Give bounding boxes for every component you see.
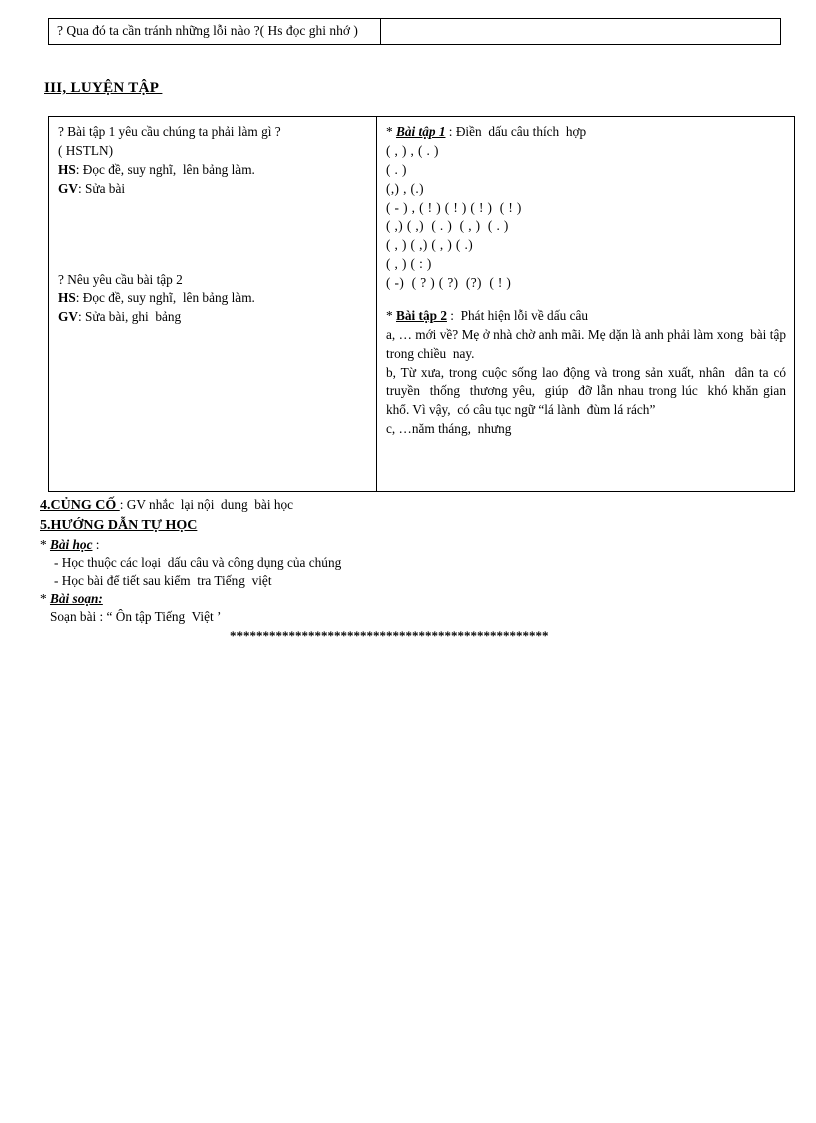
cungco-label: 4.CỦNG CỐ	[40, 498, 120, 513]
exercise2-question: ? Nêu yêu cầu bài tập 2	[58, 271, 183, 287]
baihoc-heading-line	[40, 536, 780, 554]
hs-label: HS	[58, 290, 76, 306]
answer-line: ( , ) ( ,) ( , ) ( .)	[386, 237, 474, 253]
closing-section	[40, 496, 780, 645]
top-table-left-cell	[49, 19, 381, 45]
exercise1-teacher-block	[58, 123, 368, 199]
baihoc-item: - Học thuộc các loại dấu câu và công dụng của chúng	[54, 554, 342, 570]
exercise2-content-block	[386, 307, 790, 439]
top-table-right-cell	[381, 19, 781, 45]
exercise1-content-block	[386, 123, 786, 293]
baihoc-item: - Học bài để tiết sau kiểm tra Tiếng việt	[54, 572, 272, 588]
cungco-line	[40, 496, 780, 516]
hs-text: : Đọc đề, suy nghĩ, lên bảng làm.	[75, 161, 255, 177]
bullet-star: *	[40, 536, 50, 552]
baihoc-colon: :	[92, 536, 100, 552]
answer-paragraph-b: b, Từ xưa, trong cuộc sống lao động và trong sản xuất, nhân dân ta có truyền thống thương yêu, giúp đỡ lẫn nhau trong lúc khó khăn gian khổ. Vì vậy, có câu tục ngữ “lá lành đùm lá rách”	[386, 364, 790, 418]
exercise2-teacher-block	[58, 271, 368, 328]
exercise1-answers	[386, 142, 786, 293]
exercise2-answers	[386, 326, 790, 439]
stars-divider: *************************************************	[230, 628, 549, 644]
baihoc-label: Bài học	[49, 536, 93, 552]
baisoan-label: Bài soạn:	[49, 590, 103, 606]
huongdan-line	[40, 516, 780, 536]
exercise2-gv-activity	[58, 308, 368, 327]
exercise-right-column	[377, 117, 795, 492]
exercise2-title-rest: : Phát hiện lỗi về dấu câu	[446, 307, 589, 323]
gv-text: : Sửa bài, ghi bảng	[77, 309, 182, 325]
exercise1-title: Bài tập 1	[395, 124, 446, 139]
bullet-star: *	[386, 124, 396, 139]
answer-line: ( - ) , ( ! ) ( ! ) ( ! ) ( ! )	[386, 199, 522, 215]
exercise-table	[48, 116, 795, 492]
exercise2-hs-activity	[58, 289, 368, 308]
top-table-left-text: ? Qua đó ta cần tránh những lỗi nào ?( Hs đọc ghi nhớ )	[57, 23, 358, 38]
exercise1-hs-activity	[58, 161, 368, 180]
huongdan-label: 5.HƯỚNG DẪN TỰ HỌC	[40, 517, 198, 533]
gv-label: GV	[58, 309, 78, 325]
answer-line: ( , ) , ( . )	[386, 142, 439, 158]
answer-line: (,) , (.)	[386, 180, 424, 196]
exercise1-hstln: ( HSTLN)	[58, 142, 114, 158]
bullet-star: *	[386, 307, 396, 323]
hs-label: HS	[58, 161, 76, 177]
table-row	[49, 117, 795, 492]
answer-paragraph-a: a, … mới về? Mẹ ở nhà chờ anh mãi. Mẹ dặn là anh phải làm xong bài tập trong chiều nay.	[386, 326, 790, 361]
bullet-star: *	[40, 590, 50, 606]
exercise1-title-line	[386, 123, 786, 142]
answer-line: ( , ) ( : )	[386, 256, 432, 272]
answer-line: ( -) ( ? ) ( ?) (?) ( ! )	[386, 275, 512, 290]
top-table	[48, 18, 781, 45]
exercise1-title-rest: : Điền dấu câu thích hợp	[445, 124, 587, 139]
exercise2-title: Bài tập 2	[395, 307, 447, 323]
answer-line: ( . )	[386, 161, 407, 177]
gv-label: GV	[58, 180, 78, 196]
exercise1-question: ? Bài tập 1 yêu cầu chúng ta phải làm gì ?	[58, 124, 281, 139]
section-heading: III, LUYỆN TẬP	[44, 80, 163, 96]
gv-text: : Sửa bài	[77, 180, 126, 196]
baisoan-text: Soạn bài : “ Ôn tập Tiếng Việt ’	[50, 608, 222, 624]
exercise2-title-line	[386, 307, 786, 326]
hs-text: : Đọc đề, suy nghĩ, lên bảng làm.	[75, 290, 255, 306]
answer-line: ( ,) ( ,) ( . ) ( , ) ( . )	[386, 218, 509, 234]
exercise1-gv-activity	[58, 180, 368, 199]
exercise-left-column	[49, 117, 377, 492]
cungco-text: : GV nhắc lại nội dung bài học	[119, 497, 294, 512]
baisoan-heading-line	[40, 590, 780, 608]
table-row	[49, 19, 781, 45]
answer-paragraph-c: c, …năm tháng, nhưng	[386, 421, 512, 437]
